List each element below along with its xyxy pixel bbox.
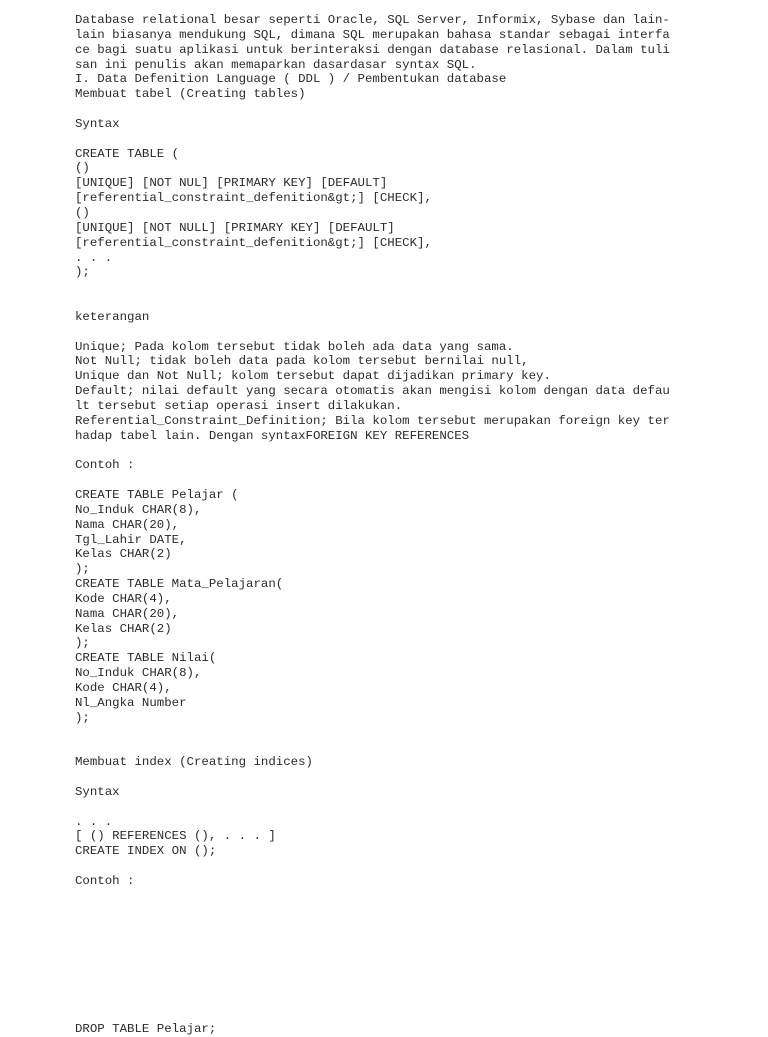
document-line: [75, 904, 695, 919]
document-line: [75, 859, 695, 874]
document-line: I. Data Defenition Language ( DDL ) / Pembentukan database: [75, 72, 507, 87]
document-line: Kelas CHAR(2): [75, 621, 172, 636]
document-line: Default; nilai default yang secara otomatis akan mengisi kolom dengan data defau: [75, 384, 670, 399]
document-body: [75, 13, 695, 1037]
document-line: );: [75, 710, 90, 725]
document-line: CREATE TABLE Mata_Pelajaran(: [75, 577, 284, 592]
document-line: );: [75, 636, 90, 651]
document-line: [ () REFERENCES (), . . . ]: [75, 829, 276, 844]
document-line: Nl_Angka Number: [75, 695, 187, 710]
document-line: lain biasanya mendukung SQL, dimana SQL merupakan bahasa standar sebagai interfa: [75, 27, 670, 42]
document-line: [75, 295, 695, 310]
document-line: [75, 800, 695, 815]
document-line: [75, 918, 695, 933]
document-line: Referential_Constraint_Definition; Bila kolom tersebut merupakan foreign key ter: [75, 413, 670, 428]
document-line: CREATE INDEX ON ();: [75, 844, 217, 859]
document-line: [75, 740, 695, 755]
document-line: ce bagi suatu aplikasi untuk berinteraksi dengan database relasional. Dalam tuli: [75, 42, 670, 57]
document-line: No_Induk CHAR(8),: [75, 502, 202, 517]
document-line: [75, 443, 695, 458]
document-line: Unique dan Not Null; kolom tersebut dapat dijadikan primary key.: [75, 369, 551, 384]
document-line: Membuat tabel (Creating tables): [75, 87, 306, 102]
document-line: [75, 978, 695, 993]
document-line: Tgl_Lahir DATE,: [75, 532, 187, 547]
document-line: );: [75, 265, 90, 280]
document-line: [75, 280, 695, 295]
document-line: Not Null; tidak boleh data pada kolom tersebut bernilai null,: [75, 354, 529, 369]
document-line: (): [75, 205, 90, 220]
document-line: [75, 1008, 695, 1023]
document-line: Syntax: [75, 116, 120, 131]
document-line: Nama CHAR(20),: [75, 606, 180, 621]
document-line: Syntax: [75, 784, 120, 799]
document-line: [75, 948, 695, 963]
document-line: CREATE TABLE Nilai(: [75, 651, 217, 666]
document-line: Membuat index (Creating indices): [75, 755, 313, 770]
document-line: (): [75, 161, 90, 176]
document-line: [UNIQUE] [NOT NULL] [PRIMARY KEY] [DEFAULT]: [75, 220, 395, 235]
document-line: [75, 102, 695, 117]
document-line: Kelas CHAR(2): [75, 547, 172, 562]
document-line: [referential_constraint_defenition&gt;] [CHECK],: [75, 191, 432, 206]
document-line: CREATE TABLE Pelajar (: [75, 488, 239, 502]
document-line: lt tersebut setiap operasi insert dilakukan.: [75, 398, 403, 413]
document-line: [75, 933, 695, 948]
document-line: Contoh :: [75, 873, 135, 888]
document-line: [UNIQUE] [NOT NUL] [PRIMARY KEY] [DEFAULT]: [75, 176, 388, 191]
document-line: Kode CHAR(4),: [75, 680, 172, 695]
document-line: Contoh :: [75, 458, 135, 473]
document-line: [75, 889, 695, 904]
document-line: keterangan: [75, 309, 150, 324]
document-line: . . .: [75, 250, 113, 265]
document-line: [referential_constraint_defenition&gt;] [CHECK],: [75, 235, 432, 250]
document-line: Nama CHAR(20),: [75, 517, 180, 532]
document-line: CREATE TABLE (: [75, 146, 180, 161]
document-line: );: [75, 562, 90, 577]
document-line: [75, 132, 695, 147]
document-line: [75, 325, 695, 340]
document-line: Kode CHAR(4),: [75, 591, 172, 606]
document-line: Database relational besar seperti Oracle, SQL Server, Informix, Sybase dan lain-: [75, 13, 670, 27]
document-line: [75, 963, 695, 978]
document-line: [75, 770, 695, 785]
document-line: hadap tabel lain. Dengan syntaxFOREIGN KEY REFERENCES: [75, 428, 470, 443]
document-line: No_Induk CHAR(8),: [75, 666, 202, 681]
document-line: san ini penulis akan memaparkan dasardasar syntax SQL.: [75, 57, 477, 72]
document-line: Unique; Pada kolom tersebut tidak boleh ada data yang sama.: [75, 339, 514, 354]
document-line: [75, 993, 695, 1008]
document-line: DROP TABLE Pelajar;: [75, 1022, 217, 1037]
document-line: . . .: [75, 814, 113, 829]
document-line: [75, 726, 695, 741]
document-line: [75, 473, 695, 488]
